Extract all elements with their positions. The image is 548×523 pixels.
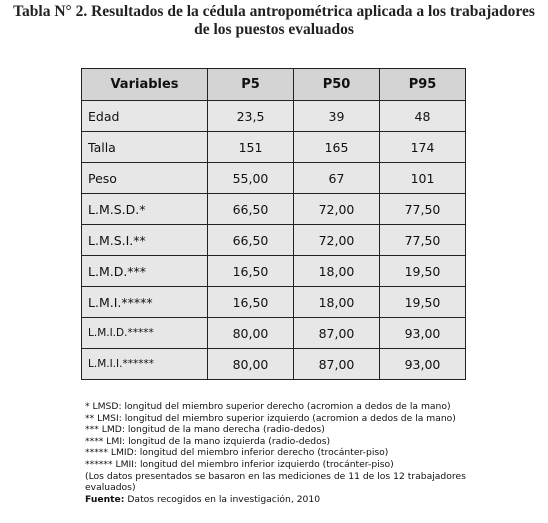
cell-p50: 87,00: [294, 349, 380, 380]
row-label: L.M.I.D.*****: [82, 318, 208, 349]
header-variables: Variables: [82, 69, 208, 101]
cell-p5: 16,50: [208, 256, 294, 287]
cell-p50: 72,00: [294, 225, 380, 256]
cell-p5: 55,00: [208, 163, 294, 194]
cell-p95: 101: [380, 163, 466, 194]
cell-p95: 19,50: [380, 256, 466, 287]
caption-line-1: Tabla N° 2. Resultados de la cédula antropométrica aplicada a los trabajadores: [13, 3, 535, 20]
footnote: **** LMI: longitud de la mano izquierda (radio-dedos): [85, 435, 331, 447]
cell-p95: 48: [380, 101, 466, 132]
header-p5: P5: [208, 69, 294, 101]
anthropometric-table: [81, 68, 466, 380]
cell-p95: 174: [380, 132, 466, 163]
header-p95: P95: [380, 69, 466, 101]
table-row: [82, 349, 466, 380]
table-footnotes: [85, 401, 525, 505]
cell-p95: 77,50: [380, 225, 466, 256]
cell-p50: 67: [294, 163, 380, 194]
table-row: [82, 132, 466, 163]
row-label: Edad: [82, 101, 208, 132]
row-label: L.M.I.I.******: [82, 349, 208, 380]
cell-p5: 66,50: [208, 194, 294, 225]
source-note: [85, 494, 525, 506]
footnote: evaluados): [85, 482, 136, 494]
table-header-row: [82, 69, 466, 101]
row-label: Talla: [82, 132, 208, 163]
source-text: Datos recogidos en la investigación, 2010: [124, 493, 321, 505]
footnote: ***** LMID: longitud del miembro inferior derecho (trocánter-piso): [85, 447, 389, 459]
cell-p50: 87,00: [294, 318, 380, 349]
table-row: [82, 194, 466, 225]
cell-p5: 151: [208, 132, 294, 163]
cell-p5: 80,00: [208, 318, 294, 349]
footnote: ** LMSI: longitud del miembro superior izquierdo (acromion a dedos de la mano): [85, 412, 456, 424]
cell-p50: 39: [294, 101, 380, 132]
cell-p5: 16,50: [208, 287, 294, 318]
row-label: Peso: [82, 163, 208, 194]
cell-p95: 19,50: [380, 287, 466, 318]
cell-p5: 80,00: [208, 349, 294, 380]
footnote: (Los datos presentados se basaron en las mediciones de 11 de los 12 trabajadores: [85, 470, 466, 482]
table-row: [82, 163, 466, 194]
cell-p5: 66,50: [208, 225, 294, 256]
table-row: [82, 287, 466, 318]
cell-p50: 18,00: [294, 256, 380, 287]
footnote: *** LMD: longitud de la mano derecha (radio-dedos): [85, 424, 325, 436]
source-label: Fuente:: [85, 493, 125, 505]
cell-p50: 72,00: [294, 194, 380, 225]
cell-p95: 77,50: [380, 194, 466, 225]
row-label: L.M.S.D.*: [82, 194, 208, 225]
cell-p5: 23,5: [208, 101, 294, 132]
table-row: [82, 225, 466, 256]
footnote: * LMSD: longitud del miembro superior derecho (acromion a dedos de la mano): [85, 401, 451, 412]
cell-p50: 165: [294, 132, 380, 163]
cell-p50: 18,00: [294, 287, 380, 318]
row-label: L.M.I.*****: [82, 287, 208, 318]
table-caption: [0, 3, 548, 39]
cell-p95: 93,00: [380, 349, 466, 380]
row-label: L.M.S.I.**: [82, 225, 208, 256]
row-label: L.M.D.***: [82, 256, 208, 287]
footnote: ****** LMII: longitud del miembro inferior izquierdo (trocánter-piso): [85, 458, 394, 470]
table-row: [82, 318, 466, 349]
table-row: [82, 256, 466, 287]
header-p50: P50: [294, 69, 380, 101]
caption-line-2: de los puestos evaluados: [194, 21, 354, 38]
cell-p95: 93,00: [380, 318, 466, 349]
table-row: [82, 101, 466, 132]
